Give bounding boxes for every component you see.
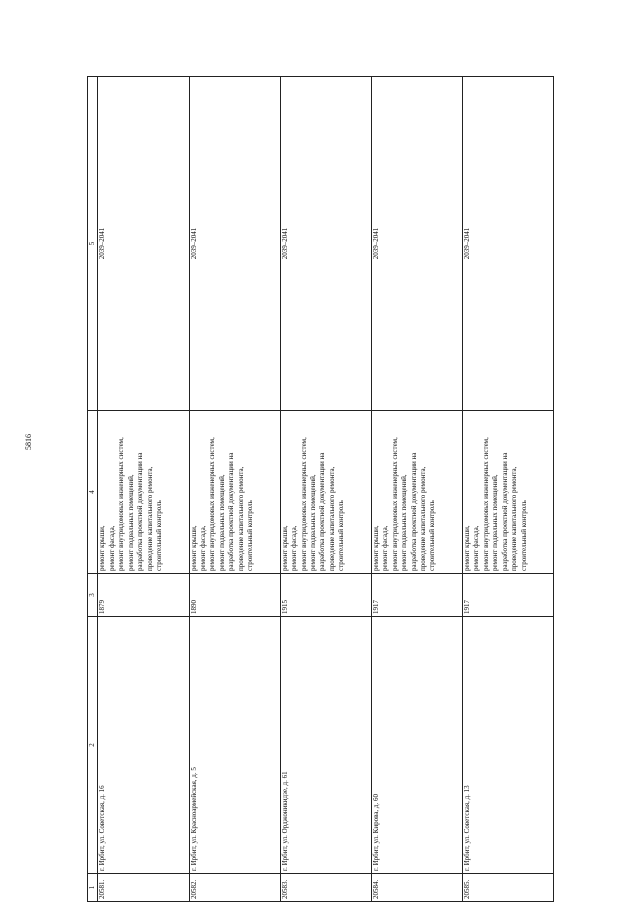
table-row: [98, 77, 189, 902]
row-number: 20584.: [371, 874, 462, 902]
row-works: [280, 411, 371, 574]
header-col-5: 5: [88, 77, 98, 411]
work-line: ремонт внутридомовых инженерных систем,: [481, 437, 490, 571]
work-line: строительный контроль: [428, 500, 437, 571]
row-address: г. Ирбит, ул. Красноармейская, д. 5: [189, 617, 280, 874]
work-line: ремонт фасада,: [290, 525, 299, 571]
row-address: г. Ирбит, ул. Кирова, д. 60: [371, 617, 462, 874]
work-line: ремонт подвальных помещений,: [217, 474, 226, 571]
work-line: разработка проектной документации на: [409, 452, 418, 571]
row-address: г. Ирбит, ул. Советская, д. 16: [98, 617, 189, 874]
work-line: ремонт крыши,: [371, 525, 380, 571]
work-line: проведение капитального ремонта,: [145, 466, 154, 571]
row-period: 2039–2041: [371, 77, 462, 411]
work-line: строительный контроль: [337, 500, 346, 571]
row-works: [371, 411, 462, 574]
work-line: строительный контроль: [246, 500, 255, 571]
header-col-4: 4: [88, 411, 98, 574]
work-line: ремонт фасада,: [381, 525, 390, 571]
table-row: [371, 77, 462, 902]
work-line: строительный контроль: [519, 500, 528, 571]
row-works: [462, 411, 553, 574]
header-col-3: 3: [88, 574, 98, 617]
table-row: [280, 77, 371, 902]
work-line: разработка проектной документации на: [500, 452, 509, 571]
work-line: ремонт подвальных помещений,: [400, 474, 409, 571]
row-year: 1890: [189, 574, 280, 617]
work-line: ремонт крыши,: [189, 525, 198, 571]
row-number: 20585.: [462, 874, 553, 902]
row-period: 2039–2041: [462, 77, 553, 411]
work-line: ремонт фасада,: [472, 525, 481, 571]
row-number: 20582.: [189, 874, 280, 902]
page-number: 5816: [24, 434, 33, 450]
row-year: 1917: [371, 574, 462, 617]
row-period: 2039–2041: [280, 77, 371, 411]
row-number: 20583.: [280, 874, 371, 902]
work-line: ремонт крыши,: [462, 525, 471, 571]
repair-schedule-table: [87, 76, 554, 902]
work-line: проведение капитального ремонта,: [327, 466, 336, 571]
table-row: [462, 77, 553, 902]
work-line: проведение капитального ремонта,: [510, 466, 519, 571]
row-address: г. Ирбит, ул. Советская, д. 13: [462, 617, 553, 874]
work-line: ремонт крыши,: [98, 525, 107, 571]
header-col-1: 1: [88, 874, 98, 902]
work-line: ремонт внутридомовых инженерных систем,: [117, 437, 126, 571]
rotated-table-wrapper: [87, 82, 554, 902]
work-line: ремонт подвальных помещений,: [308, 474, 317, 571]
table-header-row: [88, 77, 98, 902]
row-works: [98, 411, 189, 574]
work-line: ремонт внутридомовых инженерных систем,: [390, 437, 399, 571]
row-period: 2039–2041: [98, 77, 189, 411]
work-line: ремонт подвальных помещений,: [126, 474, 135, 571]
work-line: ремонт фасада,: [198, 525, 207, 571]
row-year: 1917: [462, 574, 553, 617]
table-row: [189, 77, 280, 902]
work-line: ремонт подвальных помещений,: [491, 474, 500, 571]
work-line: проведение капитального ремонта,: [418, 466, 427, 571]
work-line: разработка проектной документации на: [318, 452, 327, 571]
work-line: разработка проектной документации на: [227, 452, 236, 571]
row-address: г. Ирбит, ул. Орджоникидзе, д. 61: [280, 617, 371, 874]
row-year: 1879: [98, 574, 189, 617]
work-line: проведение капитального ремонта,: [236, 466, 245, 571]
row-year: 1915: [280, 574, 371, 617]
work-line: ремонт фасада,: [107, 525, 116, 571]
work-line: строительный контроль: [155, 500, 164, 571]
header-col-2: 2: [88, 617, 98, 874]
work-line: ремонт внутридомовых инженерных систем,: [299, 437, 308, 571]
work-line: разработка проектной документации на: [136, 452, 145, 571]
row-period: 2039–2041: [189, 77, 280, 411]
row-works: [189, 411, 280, 574]
work-line: ремонт внутридомовых инженерных систем,: [208, 437, 217, 571]
work-line: ремонт крыши,: [280, 525, 289, 571]
row-number: 20581.: [98, 874, 189, 902]
